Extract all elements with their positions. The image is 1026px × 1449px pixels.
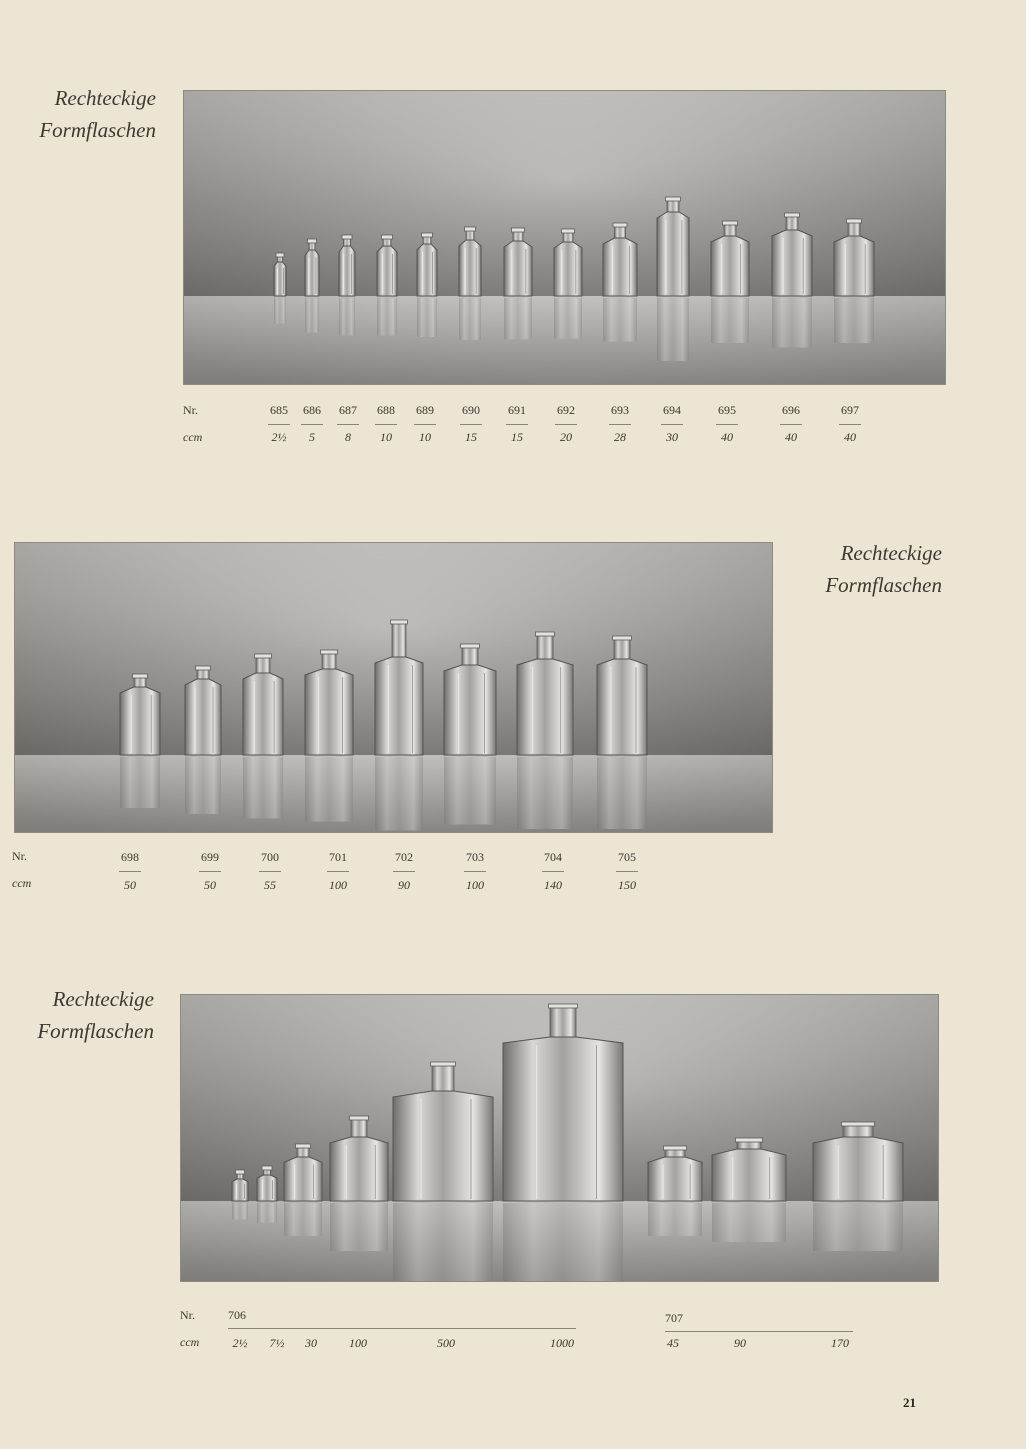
item-nr: 687 xyxy=(339,403,357,417)
item-ccm: 30 xyxy=(305,1336,317,1350)
section1-bottle-photo xyxy=(183,90,946,385)
item-rule xyxy=(259,871,281,872)
item-rule xyxy=(301,424,323,425)
item-rule xyxy=(464,871,486,872)
item-ccm: 5 xyxy=(309,430,315,444)
item-nr: 699 xyxy=(201,850,219,864)
item-rule xyxy=(268,424,290,425)
item-ccm: 28 xyxy=(614,430,626,444)
item-nr: 700 xyxy=(261,850,279,864)
item-rule xyxy=(199,871,221,872)
item-rule xyxy=(780,424,802,425)
item-rule xyxy=(616,871,638,872)
section3-nr-label: Nr. xyxy=(180,1308,195,1322)
item-ccm: 500 xyxy=(437,1336,455,1350)
item-rule xyxy=(542,871,564,872)
item-ccm: 40 xyxy=(844,430,856,444)
section2-nr-label: Nr. xyxy=(12,849,27,863)
section2-heading-line2: Formflaschen xyxy=(825,573,942,597)
section3-heading xyxy=(24,983,154,1047)
item-ccm: 170 xyxy=(831,1336,849,1350)
section1-ccm-label: ccm xyxy=(183,430,203,444)
item-ccm: 90 xyxy=(734,1336,746,1350)
item-rule xyxy=(716,424,738,425)
item-ccm: 15 xyxy=(511,430,523,444)
section3-group1-nr: 706 xyxy=(228,1308,246,1322)
item-nr: 686 xyxy=(303,403,321,417)
item-ccm: 7½ xyxy=(269,1336,285,1350)
item-rule xyxy=(555,424,577,425)
item-ccm: 10 xyxy=(419,430,431,444)
item-rule xyxy=(327,871,349,872)
section2-heading xyxy=(790,537,942,601)
section1-heading-line1: Rechteckige xyxy=(54,86,156,110)
item-nr: 689 xyxy=(416,403,434,417)
section3-heading-line1: Rechteckige xyxy=(52,987,154,1011)
item-ccm: 140 xyxy=(544,878,562,892)
item-ccm: 100 xyxy=(349,1336,367,1350)
item-ccm: 30 xyxy=(666,430,678,444)
item-ccm: 50 xyxy=(204,878,216,892)
item-rule xyxy=(460,424,482,425)
item-nr: 701 xyxy=(329,850,347,864)
item-ccm: 50 xyxy=(124,878,136,892)
item-nr: 685 xyxy=(270,403,288,417)
item-nr: 693 xyxy=(611,403,629,417)
item-rule xyxy=(393,871,415,872)
section3-heading-line2: Formflaschen xyxy=(37,1019,154,1043)
item-nr: 705 xyxy=(618,850,636,864)
item-ccm: 2½ xyxy=(271,430,287,444)
item-nr: 696 xyxy=(782,403,800,417)
section3-bottle-photo xyxy=(180,994,939,1282)
item-ccm: 45 xyxy=(667,1336,679,1350)
section3-group2-rule xyxy=(665,1331,853,1332)
item-nr: 697 xyxy=(841,403,859,417)
item-rule xyxy=(119,871,141,872)
item-rule xyxy=(839,424,861,425)
item-rule xyxy=(609,424,631,425)
item-nr: 704 xyxy=(544,850,562,864)
item-ccm: 150 xyxy=(618,878,636,892)
page-number: 21 xyxy=(903,1395,916,1410)
item-ccm: 40 xyxy=(721,430,733,444)
item-nr: 698 xyxy=(121,850,139,864)
item-ccm: 8 xyxy=(345,430,351,444)
section1-heading xyxy=(26,82,156,146)
item-rule xyxy=(506,424,528,425)
item-ccm: 100 xyxy=(329,878,347,892)
section2-ccm-label: ccm xyxy=(12,876,32,890)
section2-heading-line1: Rechteckige xyxy=(840,541,942,565)
item-rule xyxy=(414,424,436,425)
item-ccm: 10 xyxy=(380,430,392,444)
item-rule xyxy=(337,424,359,425)
item-ccm: 90 xyxy=(398,878,410,892)
item-ccm: 100 xyxy=(466,878,484,892)
item-ccm: 15 xyxy=(465,430,477,444)
item-nr: 692 xyxy=(557,403,575,417)
item-nr: 695 xyxy=(718,403,736,417)
item-ccm: 20 xyxy=(560,430,572,444)
item-nr: 690 xyxy=(462,403,480,417)
item-ccm: 55 xyxy=(264,878,276,892)
item-rule xyxy=(661,424,683,425)
section3-ccm-label: ccm xyxy=(180,1335,200,1349)
section3-group2-nr: 707 xyxy=(665,1311,683,1325)
item-ccm: 2½ xyxy=(232,1336,248,1350)
item-nr: 688 xyxy=(377,403,395,417)
section1-nr-label: Nr. xyxy=(183,403,198,417)
section2-bottle-photo xyxy=(14,542,773,833)
item-ccm: 1000 xyxy=(550,1336,574,1350)
item-ccm: 40 xyxy=(785,430,797,444)
item-nr: 691 xyxy=(508,403,526,417)
item-nr: 702 xyxy=(395,850,413,864)
section3-group1-rule xyxy=(228,1328,576,1329)
item-nr: 703 xyxy=(466,850,484,864)
section1-heading-line2: Formflaschen xyxy=(39,118,156,142)
item-nr: 694 xyxy=(663,403,681,417)
item-rule xyxy=(375,424,397,425)
